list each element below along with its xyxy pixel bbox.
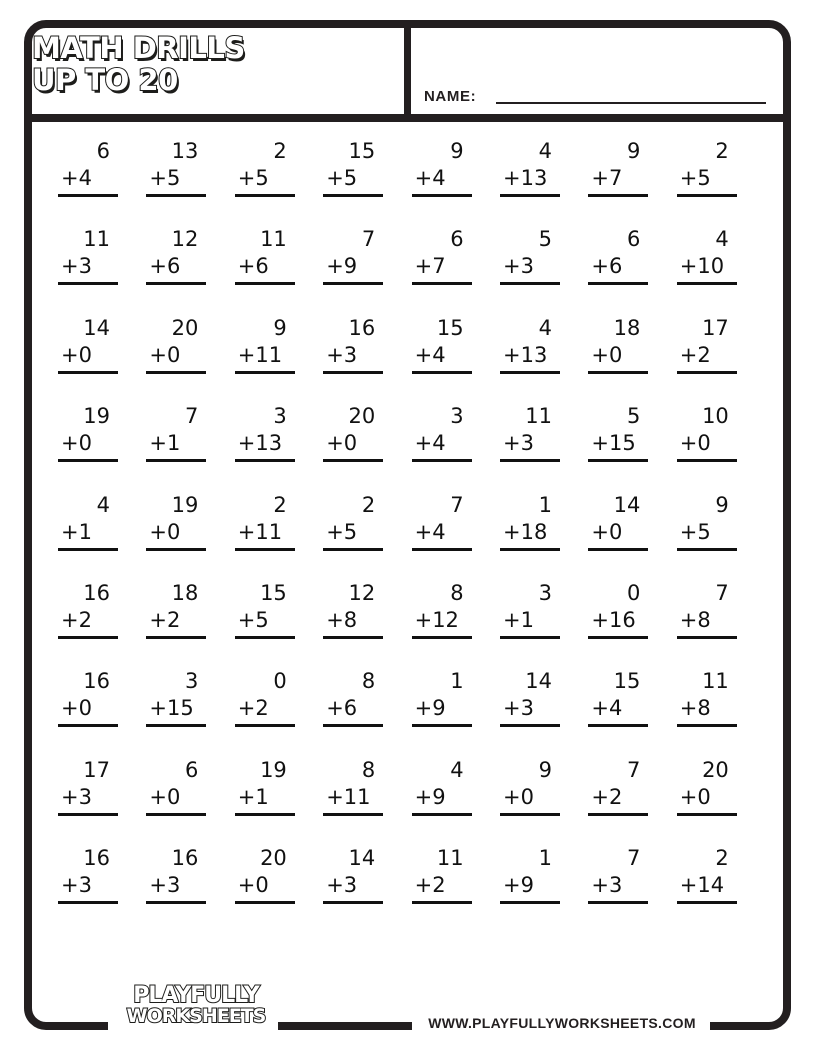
addend-top: 11 xyxy=(83,227,110,252)
addend-bottom: +4 xyxy=(414,431,446,456)
addend-bottom: +0 xyxy=(237,873,269,898)
addend-top: 14 xyxy=(348,846,376,871)
addend-bottom: +4 xyxy=(414,519,446,544)
problem-item xyxy=(323,492,383,558)
problem-item xyxy=(677,580,737,646)
answer-line[interactable] xyxy=(235,371,295,374)
addend-bottom: +3 xyxy=(61,254,92,279)
problem-item xyxy=(235,138,295,204)
addend-top: 11 xyxy=(525,404,552,429)
addend-top: 15 xyxy=(260,581,287,605)
addend-bottom: +3 xyxy=(503,254,534,279)
addend-top: 17 xyxy=(702,315,729,340)
problem-item xyxy=(677,315,737,381)
answer-line[interactable] xyxy=(323,459,383,462)
addend-top: 11 xyxy=(702,669,729,694)
problem-item xyxy=(235,226,295,292)
addend-top: 7 xyxy=(627,846,641,871)
problem-item xyxy=(412,492,472,558)
problem-item xyxy=(323,580,383,646)
logo-line-1: PLAYFULLY xyxy=(133,983,259,1008)
answer-line[interactable] xyxy=(235,459,295,462)
addend-top: 0 xyxy=(273,669,287,694)
addend-bottom: +5 xyxy=(149,166,181,190)
addend-top: 8 xyxy=(361,669,376,694)
addend-bottom: +0 xyxy=(326,431,358,456)
problem-item xyxy=(588,757,648,823)
addend-bottom: +5 xyxy=(679,519,711,544)
answer-line[interactable] xyxy=(588,194,648,197)
addend-top: 9 xyxy=(450,139,464,163)
addend-top: 12 xyxy=(348,581,376,605)
addend-bottom: +3 xyxy=(326,342,358,367)
addend-bottom: +9 xyxy=(414,696,446,721)
problem-item xyxy=(323,315,383,381)
answer-line[interactable] xyxy=(58,459,118,462)
problem-item xyxy=(146,757,206,823)
answer-line[interactable] xyxy=(323,813,383,816)
addend-top: 16 xyxy=(83,669,110,694)
answer-line[interactable] xyxy=(146,636,206,639)
problem-item xyxy=(323,226,383,292)
answer-line[interactable] xyxy=(500,459,560,462)
answer-line[interactable] xyxy=(323,282,383,285)
addend-bottom: +9 xyxy=(503,873,534,898)
addend-top: 7 xyxy=(450,492,464,517)
answer-line[interactable] xyxy=(58,548,118,551)
logo-line-2: WORKSHEETS xyxy=(126,1005,266,1027)
answer-line[interactable] xyxy=(58,901,118,904)
addend-top: 11 xyxy=(260,227,287,252)
answer-line[interactable] xyxy=(677,371,737,374)
addend-bottom: +0 xyxy=(61,431,92,456)
addend-top: 7 xyxy=(185,404,199,429)
addend-bottom: +0 xyxy=(679,431,711,456)
addend-bottom: +3 xyxy=(149,873,181,898)
addend-top: 4 xyxy=(450,757,464,782)
answer-line[interactable] xyxy=(500,636,560,639)
answer-line[interactable] xyxy=(500,282,560,285)
addend-bottom: +1 xyxy=(503,608,534,632)
addend-bottom: +4 xyxy=(414,166,446,190)
addend-top: 7 xyxy=(627,757,641,782)
answer-line[interactable] xyxy=(58,813,118,816)
addend-bottom: +16 xyxy=(591,608,636,632)
addend-top: 18 xyxy=(613,315,641,340)
addend-bottom: +2 xyxy=(61,608,92,632)
addend-bottom: +12 xyxy=(414,608,459,632)
problem-item xyxy=(146,226,206,292)
answer-line[interactable] xyxy=(146,371,206,374)
addend-top: 7 xyxy=(715,581,729,605)
addend-bottom: +15 xyxy=(591,431,636,456)
problem-item xyxy=(500,226,560,292)
problem-item xyxy=(235,580,295,646)
answer-line[interactable] xyxy=(588,548,648,551)
addend-bottom: +2 xyxy=(237,696,269,721)
addend-bottom: +0 xyxy=(591,342,623,367)
problem-item xyxy=(146,492,206,558)
addend-bottom: +1 xyxy=(149,431,181,456)
problem-item xyxy=(58,580,118,646)
addend-top: 20 xyxy=(260,846,287,871)
problem-item xyxy=(677,226,737,292)
answer-line[interactable] xyxy=(588,636,648,639)
addend-top: 8 xyxy=(450,581,464,605)
addend-bottom: +0 xyxy=(61,342,92,367)
addend-top: 6 xyxy=(450,227,464,252)
problem-item xyxy=(58,757,118,823)
problem-item xyxy=(500,580,560,646)
answer-line[interactable] xyxy=(235,282,295,285)
addend-bottom: +11 xyxy=(326,784,371,809)
answer-line[interactable] xyxy=(235,194,295,197)
answer-line[interactable] xyxy=(412,724,472,727)
addend-bottom: +3 xyxy=(503,431,534,456)
addend-top: 16 xyxy=(83,846,110,871)
name-field[interactable] xyxy=(496,102,766,104)
answer-line[interactable] xyxy=(588,459,648,462)
addend-bottom: +5 xyxy=(237,608,269,632)
addend-bottom: +13 xyxy=(503,166,548,190)
addend-bottom: +10 xyxy=(679,254,725,279)
problem-item xyxy=(323,668,383,734)
addend-top: 2 xyxy=(273,139,287,163)
addend-bottom: +5 xyxy=(326,519,358,544)
addend-top: 7 xyxy=(361,227,376,252)
problem-item xyxy=(58,492,118,558)
addend-top: 9 xyxy=(627,139,641,163)
addend-top: 6 xyxy=(185,757,199,782)
addend-bottom: +0 xyxy=(679,784,711,809)
addend-bottom: +9 xyxy=(326,254,358,279)
problem-item xyxy=(323,757,383,823)
problem-item xyxy=(323,845,383,911)
addend-top: 4 xyxy=(715,227,729,252)
addend-bottom: +3 xyxy=(326,873,358,898)
problem-item xyxy=(588,668,648,734)
problem-item xyxy=(588,492,648,558)
problem-item xyxy=(412,845,472,911)
addend-top: 20 xyxy=(702,757,729,782)
addend-bottom: +6 xyxy=(237,254,269,279)
addend-top: 5 xyxy=(538,227,552,252)
addend-top: 12 xyxy=(171,227,199,252)
answer-line[interactable] xyxy=(500,901,560,904)
addend-top: 0 xyxy=(627,581,641,605)
problem-item xyxy=(500,757,560,823)
answer-line[interactable] xyxy=(235,548,295,551)
problem-item xyxy=(500,403,560,469)
answer-line[interactable] xyxy=(58,636,118,639)
answer-line[interactable] xyxy=(146,282,206,285)
problem-item xyxy=(500,668,560,734)
problem-item xyxy=(235,492,295,558)
addend-top: 15 xyxy=(348,139,376,163)
name-label: NAME: xyxy=(424,88,477,105)
answer-line[interactable] xyxy=(412,282,472,285)
answer-line[interactable] xyxy=(677,901,737,904)
addend-top: 19 xyxy=(260,757,287,782)
addend-bottom: +1 xyxy=(237,784,269,809)
problem-item xyxy=(412,580,472,646)
addend-bottom: +14 xyxy=(679,873,725,898)
addend-top: 18 xyxy=(171,581,199,605)
answer-line[interactable] xyxy=(677,194,737,197)
addend-bottom: +0 xyxy=(149,519,181,544)
answer-line[interactable] xyxy=(412,636,472,639)
addend-bottom: +2 xyxy=(591,784,623,809)
addend-top: 2 xyxy=(273,492,287,517)
addend-bottom: +0 xyxy=(149,784,181,809)
answer-line[interactable] xyxy=(588,282,648,285)
addend-bottom: +1 xyxy=(61,519,92,544)
problem-item xyxy=(588,226,648,292)
problem-item xyxy=(500,492,560,558)
addend-top: 2 xyxy=(715,846,729,871)
answer-line[interactable] xyxy=(323,371,383,374)
problem-item xyxy=(412,138,472,204)
addend-bottom: +3 xyxy=(591,873,623,898)
addend-bottom: +13 xyxy=(503,342,548,367)
addend-top: 3 xyxy=(450,404,464,429)
addend-top: 19 xyxy=(171,492,199,517)
addend-top: 14 xyxy=(525,669,552,694)
problem-item xyxy=(58,226,118,292)
answer-line[interactable] xyxy=(58,724,118,727)
addend-bottom: +8 xyxy=(679,608,711,632)
addend-bottom: +3 xyxy=(503,696,534,721)
problem-item xyxy=(58,315,118,381)
answer-line[interactable] xyxy=(412,901,472,904)
answer-line[interactable] xyxy=(500,371,560,374)
problem-item xyxy=(677,845,737,911)
answer-line[interactable] xyxy=(323,548,383,551)
problem-item xyxy=(58,403,118,469)
answer-line[interactable] xyxy=(500,813,560,816)
answer-line[interactable] xyxy=(146,194,206,197)
problem-item xyxy=(235,403,295,469)
answer-line[interactable] xyxy=(677,459,737,462)
answer-line[interactable] xyxy=(588,901,648,904)
answer-line[interactable] xyxy=(58,371,118,374)
problem-item xyxy=(323,138,383,204)
problem-item xyxy=(677,403,737,469)
answer-line[interactable] xyxy=(412,194,472,197)
answer-line[interactable] xyxy=(146,724,206,727)
addend-bottom: +8 xyxy=(679,696,711,721)
answer-line[interactable] xyxy=(323,724,383,727)
problem-item xyxy=(412,757,472,823)
addend-top: 9 xyxy=(273,315,287,340)
addend-top: 16 xyxy=(348,315,376,340)
answer-line[interactable] xyxy=(235,636,295,639)
addend-top: 16 xyxy=(83,581,110,605)
answer-line[interactable] xyxy=(323,636,383,639)
addend-bottom: +3 xyxy=(61,873,92,898)
answer-line[interactable] xyxy=(677,724,737,727)
addend-bottom: +6 xyxy=(149,254,181,279)
problem-item xyxy=(146,580,206,646)
addend-bottom: +2 xyxy=(414,873,446,898)
answer-line[interactable] xyxy=(235,901,295,904)
problem-item xyxy=(677,138,737,204)
addend-top: 6 xyxy=(96,139,110,163)
addend-bottom: +11 xyxy=(237,342,283,367)
answer-line[interactable] xyxy=(146,548,206,551)
answer-line[interactable] xyxy=(412,459,472,462)
footer-url: WWW.PLAYFULLYWORKSHEETS.COM xyxy=(428,1015,696,1031)
addend-top: 3 xyxy=(185,669,199,694)
problem-item xyxy=(146,668,206,734)
problem-item xyxy=(58,845,118,911)
addend-top: 14 xyxy=(83,315,110,340)
title-line-1: MATH DRILLS xyxy=(32,31,245,65)
addend-bottom: +4 xyxy=(414,342,446,367)
addend-bottom: +0 xyxy=(61,696,92,721)
answer-line[interactable] xyxy=(146,459,206,462)
problem-item xyxy=(235,845,295,911)
addend-bottom: +2 xyxy=(679,342,711,367)
problem-item xyxy=(146,845,206,911)
problem-item xyxy=(588,315,648,381)
addend-top: 17 xyxy=(83,757,110,782)
answer-line[interactable] xyxy=(146,813,206,816)
addend-bottom: +4 xyxy=(61,166,92,190)
answer-line[interactable] xyxy=(677,282,737,285)
problem-item xyxy=(412,403,472,469)
addend-top: 9 xyxy=(538,757,552,782)
addend-bottom: +3 xyxy=(61,784,92,809)
problem-item xyxy=(677,492,737,558)
problem-item xyxy=(235,668,295,734)
addend-bottom: +7 xyxy=(591,166,623,190)
answer-line[interactable] xyxy=(588,724,648,727)
answer-line[interactable] xyxy=(146,901,206,904)
addend-bottom: +6 xyxy=(326,696,358,721)
addend-bottom: +4 xyxy=(591,696,623,721)
addend-bottom: +0 xyxy=(591,519,623,544)
addend-top: 8 xyxy=(361,757,376,782)
addend-top: 2 xyxy=(715,139,729,163)
problem-item xyxy=(588,845,648,911)
answer-line[interactable] xyxy=(235,813,295,816)
addend-top: 10 xyxy=(702,404,729,429)
addend-bottom: +6 xyxy=(591,254,623,279)
answer-line[interactable] xyxy=(500,548,560,551)
answer-line[interactable] xyxy=(412,548,472,551)
addend-top: 2 xyxy=(361,492,376,517)
problem-item xyxy=(500,138,560,204)
addend-top: 5 xyxy=(627,404,641,429)
addend-bottom: +5 xyxy=(326,166,358,190)
addend-bottom: +11 xyxy=(237,519,283,544)
problem-item xyxy=(235,757,295,823)
addend-top: 14 xyxy=(613,492,641,517)
addend-top: 3 xyxy=(538,581,552,605)
problem-item xyxy=(500,315,560,381)
addend-bottom: +13 xyxy=(237,431,283,456)
problem-item xyxy=(146,138,206,204)
addend-top: 15 xyxy=(613,669,641,694)
problem-item xyxy=(677,757,737,823)
answer-line[interactable] xyxy=(500,724,560,727)
answer-line[interactable] xyxy=(677,636,737,639)
addend-top: 3 xyxy=(273,404,287,429)
answer-line[interactable] xyxy=(588,813,648,816)
problem-item xyxy=(412,668,472,734)
addend-bottom: +7 xyxy=(414,254,446,279)
addend-top: 15 xyxy=(436,315,464,340)
addend-bottom: +5 xyxy=(679,166,711,190)
answer-line[interactable] xyxy=(412,813,472,816)
addend-bottom: +15 xyxy=(149,696,194,721)
addend-top: 20 xyxy=(348,404,376,429)
addend-top: 1 xyxy=(450,669,464,694)
playfully-worksheets-logo xyxy=(116,983,276,1027)
header-divider-vertical xyxy=(404,24,411,120)
problem-item xyxy=(588,580,648,646)
problem-item xyxy=(146,315,206,381)
answer-line[interactable] xyxy=(235,724,295,727)
addend-top: 4 xyxy=(538,315,552,340)
addend-bottom: +0 xyxy=(503,784,534,809)
problem-item xyxy=(588,138,648,204)
addend-bottom: +18 xyxy=(503,519,548,544)
answer-line[interactable] xyxy=(412,371,472,374)
answer-line[interactable] xyxy=(323,901,383,904)
problem-item xyxy=(146,403,206,469)
answer-line[interactable] xyxy=(677,813,737,816)
answer-line[interactable] xyxy=(58,282,118,285)
problem-item xyxy=(412,226,472,292)
problem-item xyxy=(412,315,472,381)
answer-line[interactable] xyxy=(500,194,560,197)
addend-bottom: +8 xyxy=(326,608,358,632)
addend-top: 11 xyxy=(436,846,464,871)
answer-line[interactable] xyxy=(588,371,648,374)
worksheet-title xyxy=(32,32,245,96)
problem-item xyxy=(58,138,118,204)
addend-top: 1 xyxy=(538,846,552,871)
problem-item xyxy=(588,403,648,469)
addend-top: 20 xyxy=(171,315,199,340)
answer-line[interactable] xyxy=(58,194,118,197)
addend-bottom: +9 xyxy=(414,784,446,809)
addend-bottom: +0 xyxy=(149,342,181,367)
problem-item xyxy=(677,668,737,734)
problem-item xyxy=(58,668,118,734)
addend-top: 9 xyxy=(715,492,729,517)
addend-top: 4 xyxy=(96,492,110,517)
addend-top: 16 xyxy=(171,846,199,871)
answer-line[interactable] xyxy=(323,194,383,197)
problem-item xyxy=(235,315,295,381)
addend-bottom: +5 xyxy=(237,166,269,190)
answer-line[interactable] xyxy=(677,548,737,551)
addend-top: 1 xyxy=(538,492,552,517)
addend-top: 4 xyxy=(538,139,552,163)
addend-top: 13 xyxy=(171,139,199,163)
addend-top: 19 xyxy=(83,404,110,429)
problem-item xyxy=(323,403,383,469)
addend-top: 6 xyxy=(627,227,641,252)
title-line-2: UP TO 20 xyxy=(32,63,178,97)
addend-bottom: +2 xyxy=(149,608,181,632)
problem-item xyxy=(500,845,560,911)
